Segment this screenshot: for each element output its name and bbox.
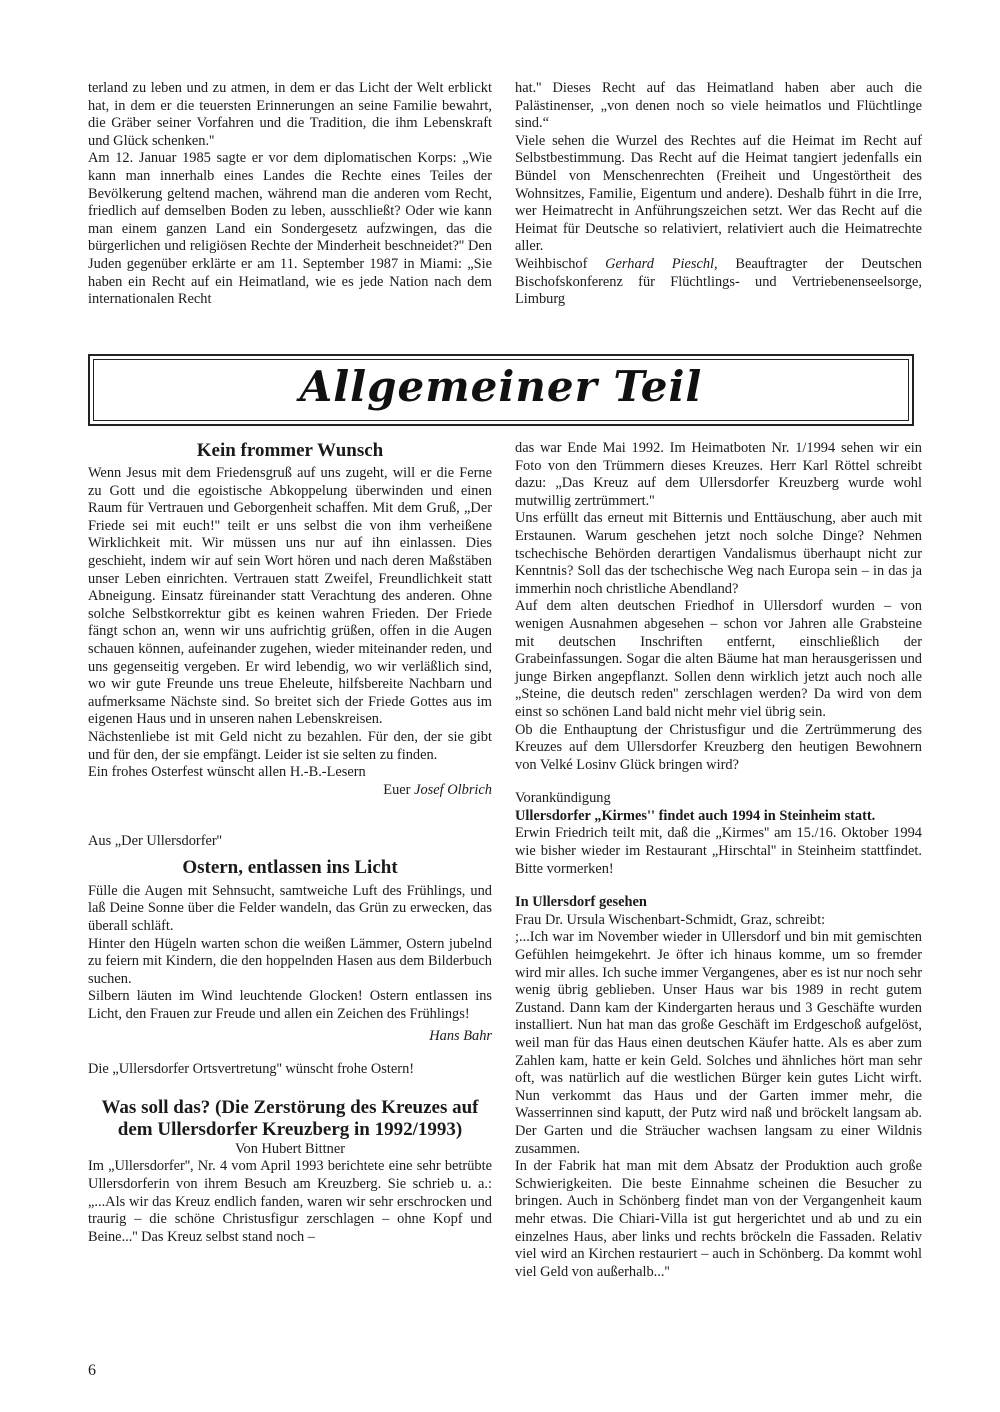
article-paragraph: das war Ende Mai 1992. Im Heimatboten Nr. 1/1994 sehen wir ein Foto von den Trümmern dieses Kreuzes. Herr Karl Röttel schreibt dazu: „Das Kreuz auf dem Ullersdorfer Kreuzberg wurde wohl mutwillig zertrümmert.'' [515, 440, 922, 509]
article-paragraph: Wenn Jesus mit dem Friedensgruß auf uns zugeht, will er die Ferne zu Gott und die egoistische Abkoppelung überwinden und einen Raum für Vertrauen und Geborgenheit schaffen. Mit dem Gruß, „Der Friede sei mit euch!'' teilt er uns selbst die von ihm verheißene Wirklichkeit mit. Wir müssen uns nur auf ihn einlassen. Dies geschieht, indem wir auf sein Wort hören und nach deren Maßstäben unser Leben einrichten. Vertrauen statt Zweifel, Freundlichkeit statt Abneigung. Einsatz füreinander statt Verachtung des anderen. Ohne solche Selbstkorrektur gibt es keinen wahren Frieden. Der Friede fängt schon an, wenn wir uns aufrichtig grüßen, offen in die Augen schauen können, aufeinander zugehen, wieder miteinander reden, und uns gegenseitig vergeben. Er wird lebendig, wo wir verläßlich sind, wo wir gute Freunde uns treue Eheleute, hilfsbereite Nachbarn und aufmerksame Nächste sind. So breitet sich der Friede Gottes aus im eigenen Haus und in unseren nahen Lebenskreisen. [88, 465, 492, 728]
article-paragraph: Fülle die Augen mit Sehnsucht, samtweiche Luft des Frühlings, und laß Deine Sonne über die Felder wandeln, das Grün zu erwecken, das überall schläft. [88, 882, 492, 935]
author-signature [88, 1028, 492, 1046]
signature-prefix: Weihbischof [515, 255, 606, 272]
top-left-paragraph: Am 12. Januar 1985 sagte er vor dem diplomatischen Korps: „Wie kann man innerhalb eines Landes die Rechte eines Teiles der Bevölkerung geltend machen, während man die anderen vom Recht, friedlich auf demselben Boden zu leben, ausschließt? Oder wie kann man einem ganzen Land ein Sondergesetz aufzwingen, das die bürgerlichen und religiösen Rechte der Minderheit beschneidet?'' Den Juden gegenüber erklärte er am 11. September 1987 in Miami: „Sie haben ein Recht auf ein Heimatland, wie es jede Nation nach dem internationalen Recht [88, 150, 492, 308]
article-title-kein-frommer-wunsch: Kein frommer Wunsch [196, 440, 384, 461]
signature-name: Josef Olbrich [414, 781, 492, 798]
signature-suffix: Beauftragter der Deutschen Bischofskonferenz für Flüchtlings- und Vertriebenenseelsorge, Limburg [515, 255, 922, 308]
lower-right-column [515, 440, 922, 1281]
article-title-ostern: Ostern, entlassen ins Licht [182, 856, 398, 878]
article-byline: Von Hubert Bittner [234, 1140, 346, 1157]
article-title-line: dem Ullersdorfer Kreuzberg in 1992/1993) [117, 1118, 463, 1140]
letter-intro: Frau Dr. Ursula Wischenbart-Schmidt, Graz, schreibt: [515, 911, 826, 928]
letter-paragraph: ;...Ich war im November wieder in Ullersdorf und bin mit gemischten Gefühlen heimgekehrt. Je öfter ich hinaus komme, um so fremder wird mir alles. Ich suche immer Vergangenes, aber es ist nur noch sehr wenig übrig geblieben. Unser Haus war bis 1989 in recht gutem Zustand. Dann kam der Kindergarten heraus und 3 Geschäfte wurden installiert. Nun hat man das große Geschäft im Erdgeschoß aufgelöst, weil man für das Haus einen deutschen Käufer hatte. Als es aber zum Zahlen kam, hatte er kein Geld. Solches und ähnliches hört man sehr oft, was natürlich auf die westlichen Bürger kein gutes Licht wirft. Nun verkommt das Haus und der Garten immer mehr, die Wasserrinnen sind kaputt, der Putz wird naß und bröckelt langsam ab. Der Garten und die Sträucher wachsen langsam zu einer Wildnis zusammen. [515, 929, 922, 1157]
author-signature [88, 782, 492, 800]
top-left-column [88, 80, 492, 309]
signature-name: Hans Bahr [429, 1027, 492, 1044]
page-number: 6 [88, 1362, 96, 1379]
article-paragraph: Silbern läuten im Wind leuchtende Glocken! Ostern entlassen ins Licht, den Frauen zur Freude und allen ein Zeichen des Frühlings! [88, 988, 492, 1023]
top-left-paragraph: terland zu leben und zu atmen, in dem er das Licht der Welt erblickt hat, in dem er die teuersten Erinnerungen an seine Familie bewahrt, die Gräber seiner Vorfahren und die Tradition, die ihm Lebenskraft und Glück schenken.'' [88, 80, 492, 149]
article-title-was-soll-das [88, 1097, 492, 1141]
top-right-column [515, 80, 922, 309]
article-paragraph: Ob die Enthauptung der Christusfigur und die Zertrümmerung des Kreuzes auf dem Ullersdorfer Kreuzberg den heutigen Bewohnern von Velké Losinv Glück bringen wird? [515, 721, 922, 773]
article-paragraph: Nächstenliebe ist mit Geld nicht zu bezahlen. Für den, der sie gibt und für den, der sie empfängt. Leider ist sie selten zu finden. [88, 728, 492, 763]
top-right-paragraph: hat.'' Dieses Recht auf das Heimatland haben aber auch die Palästinenser, „von denen noch so viele heimatlos und Flüchtlinge sind.“ [515, 80, 922, 132]
article-paragraph: Ein frohes Osterfest wünscht allen H.-B.-Lesern [88, 764, 366, 781]
article-paragraph: Auf dem alten deutschen Friedhof in Ullersdorf wurden – von wenigen Ausnahmen abgesehen – schon vor Jahren alle Grabsteine mit deutschen Inschriften entfernt, einschließlich der Grabeinfassungen. Sogar die alten Bäume hat man herausgerissen und junge Birken angepflanzt. Sollen denn wirklich jetzt auch noch alle „Steine, die deutsch reden'' zerschlagen werden? Da wird von dem einst so schönen Land bald nicht mehr viel übrig sein. [515, 598, 922, 720]
section-banner-title: Allgemeiner Teil [299, 362, 703, 411]
lower-left-column [88, 440, 492, 1246]
section-banner [88, 354, 914, 426]
author-signature [515, 256, 922, 309]
letter-paragraph: In der Fabrik hat man mit dem Absatz der Produktion auch große Schwierigkeiten. Die beste Einnahme scheinen die Besucher zu bringen. Auch in Schönberg findet man von der Vergangenheit kaum mehr etwas. Die Chiari-Villa ist gut hergerichtet und ab und zu ein einzelnes Haus, aber links und rechts bröckeln die Fassaden. Relativ viel wird an Kirchen restauriert – auch in Schönberg. Da kommt wohl viel Geld von außerhalb...'' [515, 1158, 922, 1280]
notice-text: Erwin Friedrich teilt mit, daß die „Kirmes'' am 15./16. Oktober 1994 wie bisher wieder im Restaurant „Hirschtal'' in Steinheim stattfindet. Bitte vormerken! [515, 825, 922, 877]
article-source: Aus „Der Ullersdorfer'' [88, 833, 222, 850]
section-title-in-ullersdorf-gesehen: In Ullersdorf gesehen [515, 894, 647, 911]
article-title-line: Was soll das? (Die Zerstörung des Kreuzes auf [101, 1096, 479, 1118]
ostern-greeting: Die „Ullersdorfer Ortsvertretung'' wünscht frohe Ostern! [88, 1061, 415, 1078]
signature-name: Gerhard Pieschl, [605, 255, 718, 272]
article-paragraph: Hinter den Hügeln warten schon die weißen Lämmer, Ostern jubelnd zu feiern mit Kindern, die den hoppelnden Hasen aus dem Bilderbuch suchen. [88, 935, 492, 987]
notice-title: Ullersdorfer „Kirmes'' findet auch 1994 in Steinheim statt. [515, 807, 876, 824]
signature-prefix: Euer [383, 781, 415, 798]
notice-label: Vorankündigung [515, 790, 611, 807]
article-paragraph: Uns erfüllt das erneut mit Bitternis und Enttäuschung, aber auch mit Erstaunen. Warum geschehen jetzt noch solche Dinge? Nehmen tschechische Behörden derartigen Vandalismus überhaupt nicht zur Kenntnis? Soll das der tschechische Weg nach Europa sein – in das ja immerhin noch christliche Abendland? [515, 510, 922, 597]
article-paragraph: Im „Ullersdorfer'', Nr. 4 vom April 1993 berichtete eine sehr betrübte Ullersdorferin von ihrem Besuch am Kreuzberg. Sie schrieb u. a.: „...Als wir das Kreuz endlich fanden, waren wir sehr erschrocken und traurig – die schöne Christusfigur zerschlagen – ohne Kopf und Beine...'' Das Kreuz selbst stand noch – [88, 1158, 492, 1245]
top-right-paragraph: Viele sehen die Wurzel des Rechtes auf die Heimat im Recht auf Selbstbestimmung. Das Recht auf die Heimat tangiert jedenfalls ein Bündel von Menschenrechten (Freiheit und Ungestörtheit des Wohnsitzes, Familie, Eigentum und andere). Deshalb führt in die Irre, wer Heimatrecht in Anführungszeichen setzt. Wer das Recht auf die Heimat für Deutsche so relativiert, relativiert auch die Heimatrechte aller. [515, 132, 922, 255]
